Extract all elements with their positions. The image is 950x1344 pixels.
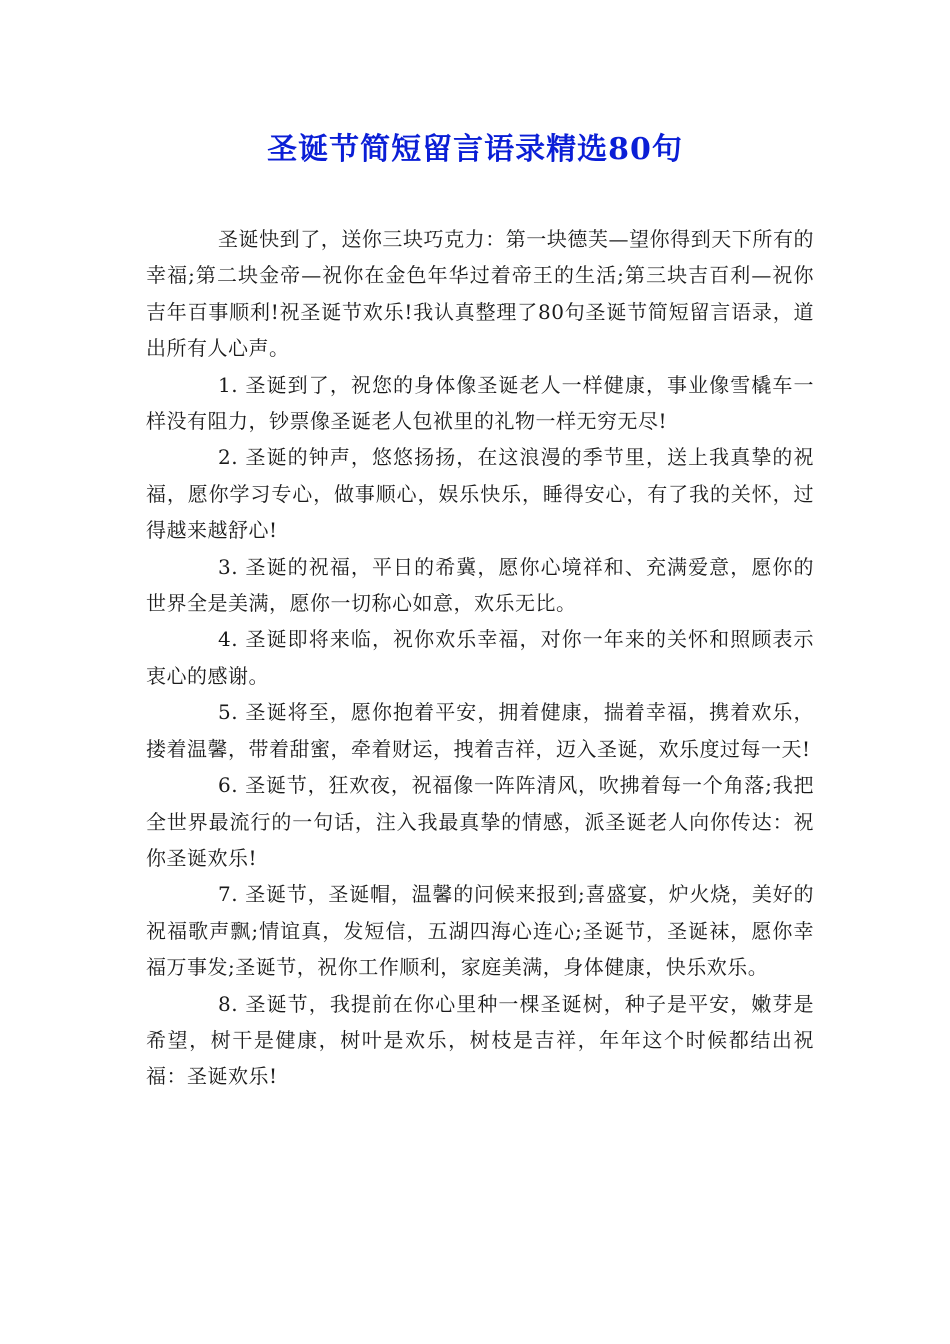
paragraph-1: 1. 圣诞到了，祝您的身体像圣诞老人一样健康，事业像雪橇车一样没有阻力，钞票像圣诞老人包袱里的礼物一样无穷无尽! [146, 372, 814, 434]
paragraph-2: 2. 圣诞的钟声，悠悠扬扬，在这浪漫的季节里，送上我真挚的祝福，愿你学习专心，做事顺心，娱乐快乐，睡得安心，有了我的关怀，过得越来越舒心! [146, 445, 814, 543]
intro-paragraph: 圣诞快到了，送你三块巧克力：第一块德芙—望你得到天下所有的幸福;第二块金帝—祝你在金色年华过着帝王的生活;第三块吉百利—祝你吉年百事顺利!祝圣诞节欢乐!我认真整理了80句圣诞节简短留言语录，道出所有人心声。 [146, 227, 814, 361]
paragraph-3: 3. 圣诞的祝福，平日的希冀，愿你心境祥和、充满爱意，愿你的世界全是美满，愿你一切称心如意，欢乐无比。 [146, 554, 814, 616]
paragraph-6: 6. 圣诞节，狂欢夜，祝福像一阵阵清风，吹拂着每一个角落;我把全世界最流行的一句话，注入我最真挚的情感，派圣诞老人向你传达：祝你圣诞欢乐! [146, 773, 814, 870]
paragraph-7: 7. 圣诞节，圣诞帽，温馨的问候来报到;喜盛宴，炉火烧，美好的祝福歌声飘;情谊真，发短信，五湖四海心连心;圣诞节，圣诞袜，愿你幸福万事发;圣诞节，祝你工作顺利，家庭美满，身体健康，快乐欢乐。 [146, 882, 814, 980]
document-title: 圣诞节简短留言语录精选80句 [267, 132, 683, 167]
paragraph-5: 5. 圣诞将至，愿你抱着平安，拥着健康，揣着幸福，携着欢乐，搂着温馨，带着甜蜜，牵着财运，拽着吉祥，迈入圣诞，欢乐度过每一天! [146, 700, 814, 761]
paragraph-4: 4. 圣诞即将来临，祝你欢乐幸福，对你一年来的关怀和照顾表示衷心的感谢。 [146, 627, 814, 688]
document-body [146, 221, 814, 1095]
paragraph-8: 8. 圣诞节，我提前在你心里种一棵圣诞树，种子是平安，嫩芽是希望，树干是健康，树叶是欢乐，树枝是吉祥，年年这个时候都结出祝福：圣诞欢乐! [146, 991, 814, 1089]
